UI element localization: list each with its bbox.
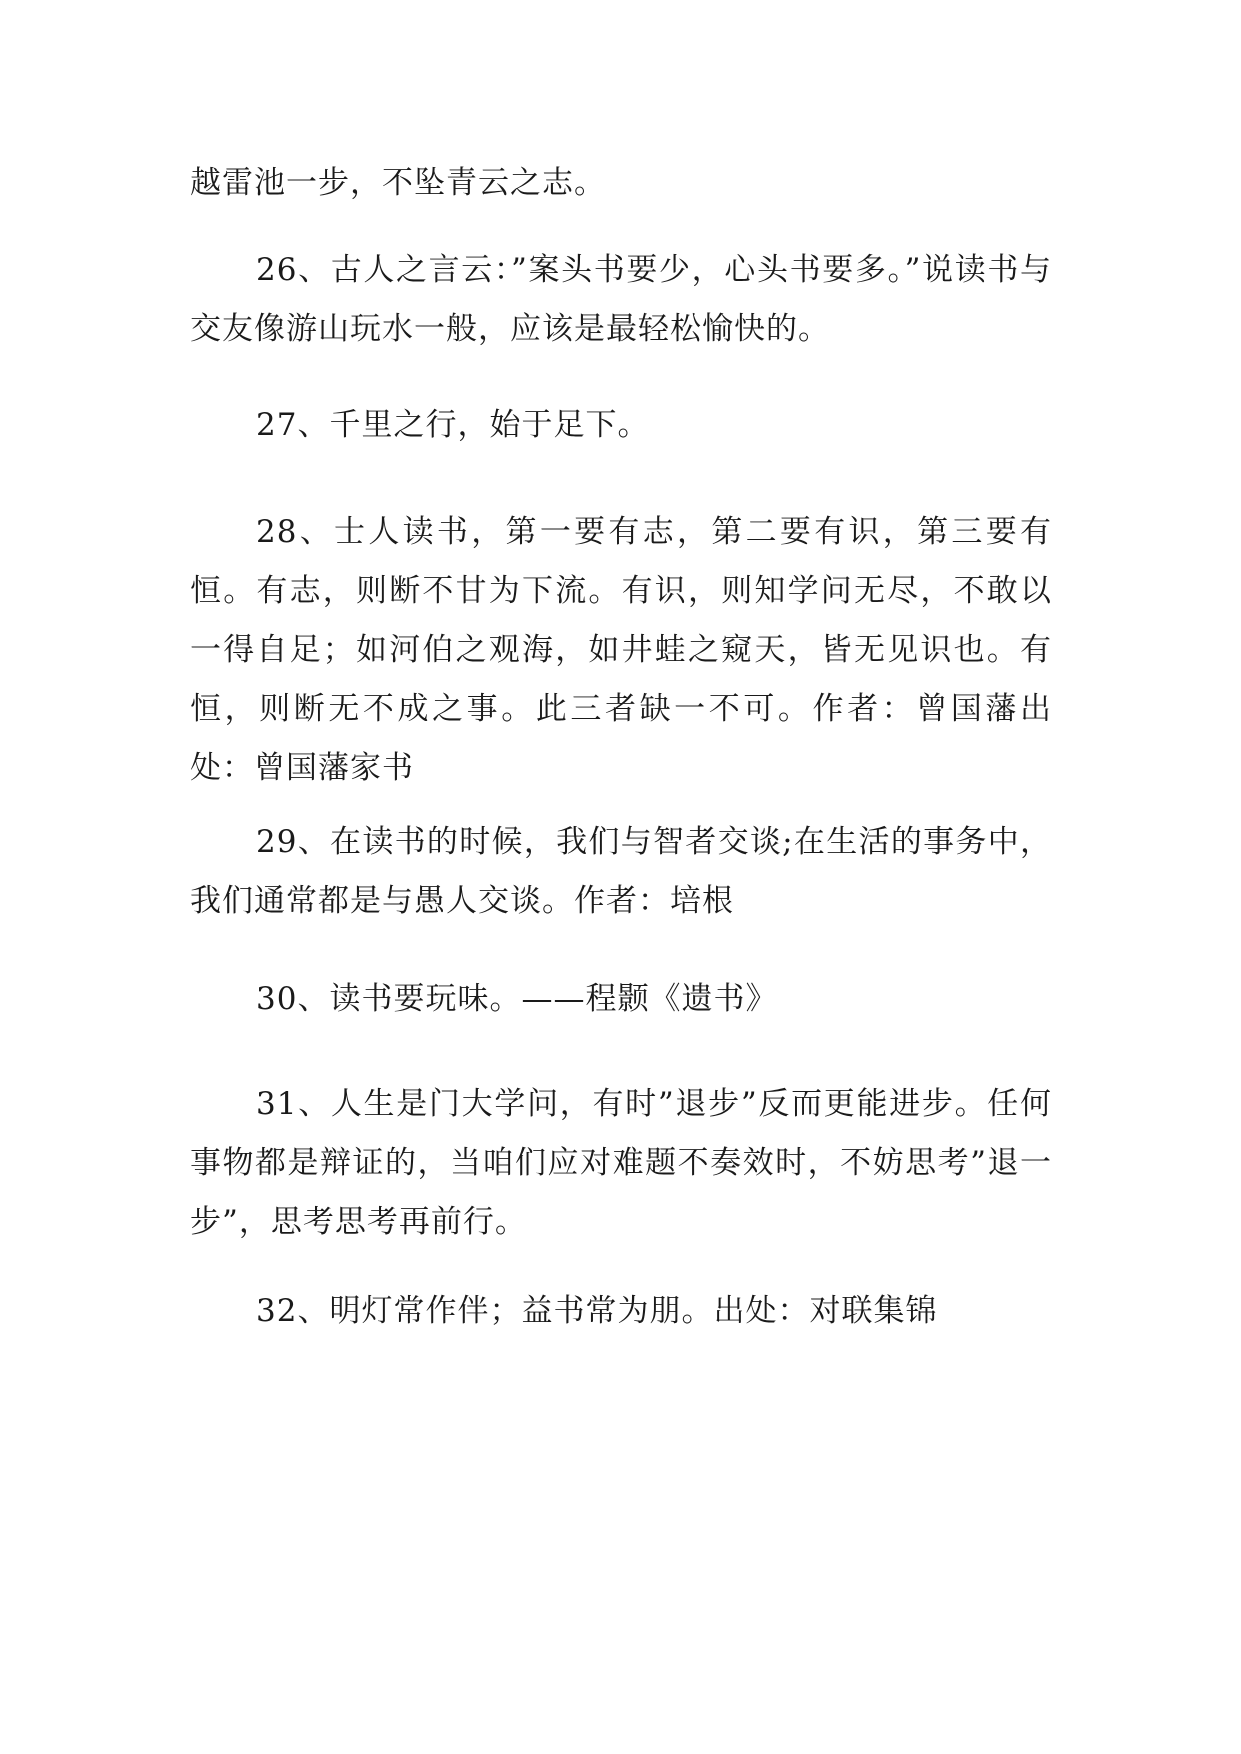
paragraph-28: 28、士人读书，第一要有志，第二要有识，第三要有恒。有志，则断不甘为下流。有识，则知学问无尽，不敢以一得自足；如河伯之观海，如井蛙之窥天，皆无见识也。有恒，则断无不成之事。此三者缺一不可。作者：曾国藩出处：曾国藩家书	[190, 514, 1052, 786]
paragraph-26: 26、古人之言云：”案头书要少，心头书要多。”说读书与交友像游山玩水一般，应该是最轻松愉快的。	[190, 252, 1052, 347]
paragraph-27: 27、千里之行，始于足下。	[256, 407, 650, 443]
paragraph-29: 29、在读书的时候，我们与智者交谈;在生活的事务中，我们通常都是与愚人交谈。作者：培根	[190, 824, 1052, 919]
paragraph-25-continuation: 越雷池一步，不坠青云之志。	[190, 165, 606, 201]
paragraph-30: 30、读书要玩味。——程颢《遗书》	[256, 981, 778, 1017]
paragraph-31: 31、人生是门大学问，有时”退步”反而更能进步。任何事物都是辩证的，当咱们应对难题不奏效时，不妨思考”退一步”，思考思考再前行。	[190, 1086, 1052, 1240]
paragraph-32: 32、明灯常作伴；益书常为朋。出处：对联集锦	[256, 1293, 938, 1329]
